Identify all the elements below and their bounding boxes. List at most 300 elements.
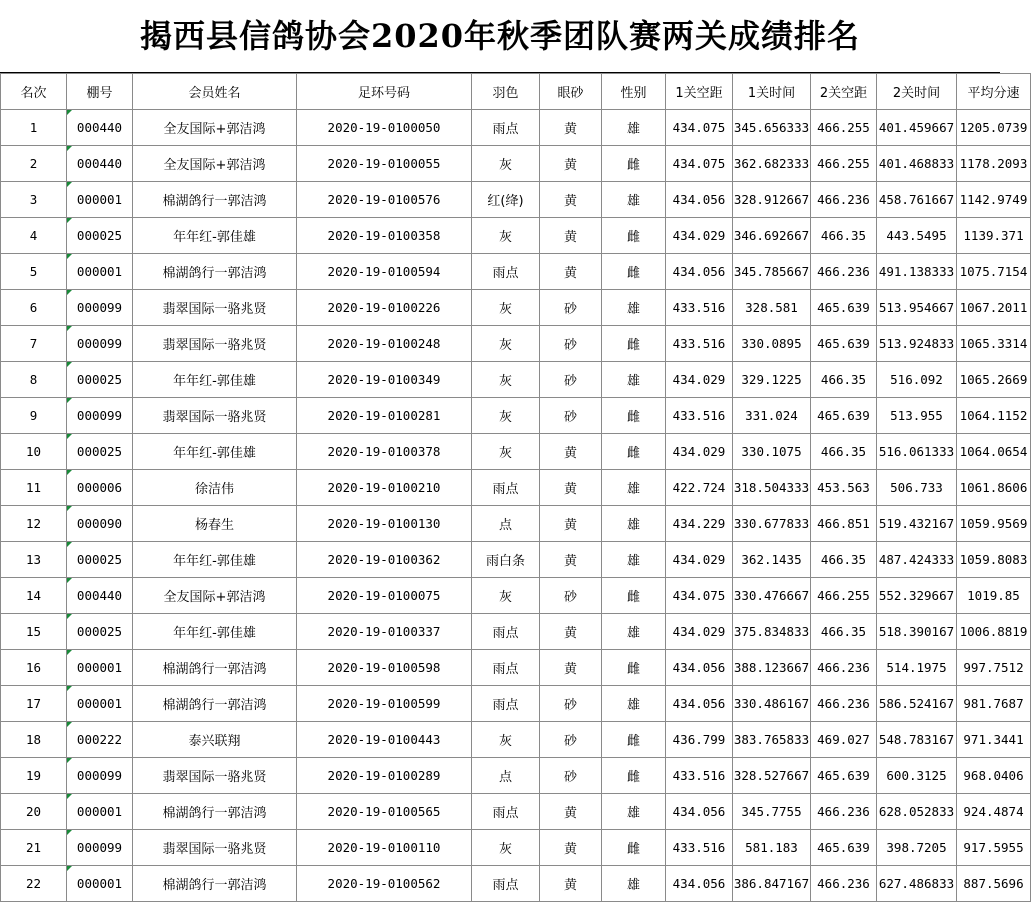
table-row: [1, 110, 1031, 146]
feather-color-cell[interactable]: 雨点: [472, 794, 540, 830]
sex-cell[interactable]: 雄: [602, 506, 666, 542]
avg-speed-cell[interactable]: 971.3441: [957, 722, 1031, 758]
header-leg2-time[interactable]: 2关时间: [877, 74, 957, 110]
sex-cell[interactable]: 雌: [602, 146, 666, 182]
leg1-time-cell[interactable]: 345.785667: [733, 254, 811, 290]
leg2-time-cell[interactable]: 398.7205: [877, 830, 957, 866]
feather-color-cell[interactable]: 灰: [472, 290, 540, 326]
ring-no-cell[interactable]: 2020-19-0100358: [297, 218, 472, 254]
loft-no-cell[interactable]: 000025: [67, 218, 133, 254]
ring-no-cell[interactable]: 2020-19-0100210: [297, 470, 472, 506]
rank-cell[interactable]: 15: [1, 614, 67, 650]
leg1-time-cell[interactable]: 362.682333: [733, 146, 811, 182]
leg2-distance-cell[interactable]: 466.35: [811, 434, 877, 470]
table-row: [1, 506, 1031, 542]
leg2-distance-cell[interactable]: 466.851: [811, 506, 877, 542]
table-row: [1, 290, 1031, 326]
rank-cell[interactable]: 10: [1, 434, 67, 470]
member-name-cell[interactable]: 翡翠国际一骆兆贤: [133, 758, 297, 794]
leg1-distance-cell[interactable]: 433.516: [666, 830, 733, 866]
feather-color-cell[interactable]: 红(绛): [472, 182, 540, 218]
leg1-distance-cell[interactable]: 434.056: [666, 254, 733, 290]
ring-no-cell[interactable]: 2020-19-0100055: [297, 146, 472, 182]
eye-sand-cell[interactable]: 黄: [540, 254, 602, 290]
avg-speed-cell[interactable]: 1065.2669: [957, 362, 1031, 398]
leg2-distance-cell[interactable]: 466.236: [811, 650, 877, 686]
leg1-time-cell[interactable]: 330.476667: [733, 578, 811, 614]
ring-no-cell[interactable]: 2020-19-0100226: [297, 290, 472, 326]
loft-no-cell[interactable]: 000025: [67, 434, 133, 470]
leg1-distance-cell[interactable]: 434.029: [666, 362, 733, 398]
ring-no-cell[interactable]: 2020-19-0100598: [297, 650, 472, 686]
feather-color-cell[interactable]: 雨点: [472, 866, 540, 902]
sex-cell[interactable]: 雄: [602, 182, 666, 218]
sex-cell[interactable]: 雄: [602, 686, 666, 722]
header-leg1-distance[interactable]: 1关空距: [666, 74, 733, 110]
leg1-time-cell[interactable]: 329.1225: [733, 362, 811, 398]
leg1-time-cell[interactable]: 328.527667: [733, 758, 811, 794]
leg2-time-cell[interactable]: 628.052833: [877, 794, 957, 830]
leg1-time-cell[interactable]: 388.123667: [733, 650, 811, 686]
eye-sand-cell[interactable]: 黄: [540, 830, 602, 866]
leg1-time-cell[interactable]: 318.504333: [733, 470, 811, 506]
rank-cell[interactable]: 9: [1, 398, 67, 434]
table-row: [1, 326, 1031, 362]
eye-sand-cell[interactable]: 砂: [540, 686, 602, 722]
eye-sand-cell[interactable]: 砂: [540, 398, 602, 434]
leg1-distance-cell[interactable]: 433.516: [666, 290, 733, 326]
leg2-distance-cell[interactable]: 466.236: [811, 182, 877, 218]
avg-speed-cell[interactable]: 1075.7154: [957, 254, 1031, 290]
rank-cell[interactable]: 1: [1, 110, 67, 146]
ring-no-cell[interactable]: 2020-19-0100378: [297, 434, 472, 470]
loft-no-cell[interactable]: 000099: [67, 326, 133, 362]
leg1-distance-cell[interactable]: 434.056: [666, 650, 733, 686]
table-row: [1, 146, 1031, 182]
feather-color-cell[interactable]: 灰: [472, 398, 540, 434]
member-name-cell[interactable]: 年年红-郭佳雄: [133, 434, 297, 470]
leg2-time-cell[interactable]: 513.954667: [877, 290, 957, 326]
leg2-distance-cell[interactable]: 465.639: [811, 290, 877, 326]
rank-cell[interactable]: 6: [1, 290, 67, 326]
leg1-time-cell[interactable]: 345.656333: [733, 110, 811, 146]
avg-speed-cell[interactable]: 1006.8819: [957, 614, 1031, 650]
avg-speed-cell[interactable]: 924.4874: [957, 794, 1031, 830]
header-avg-speed[interactable]: 平均分速: [957, 74, 1031, 110]
member-name-cell[interactable]: 全友国际+郭洁鸿: [133, 578, 297, 614]
eye-sand-cell[interactable]: 砂: [540, 758, 602, 794]
leg1-distance-cell[interactable]: 434.075: [666, 578, 733, 614]
sex-cell[interactable]: 雌: [602, 578, 666, 614]
feather-color-cell[interactable]: 雨点: [472, 686, 540, 722]
table-row: [1, 470, 1031, 506]
leg2-time-cell[interactable]: 627.486833: [877, 866, 957, 902]
member-name-cell[interactable]: 棉湖鸽行一郭洁鸿: [133, 866, 297, 902]
member-name-cell[interactable]: 翡翠国际一骆兆贤: [133, 290, 297, 326]
leg1-distance-cell[interactable]: 434.056: [666, 794, 733, 830]
feather-color-cell[interactable]: 雨点: [472, 110, 540, 146]
loft-no-cell[interactable]: 000001: [67, 686, 133, 722]
leg1-distance-cell[interactable]: 433.516: [666, 398, 733, 434]
leg2-time-cell[interactable]: 491.138333: [877, 254, 957, 290]
feather-color-cell[interactable]: 灰: [472, 362, 540, 398]
leg1-time-cell[interactable]: 328.581: [733, 290, 811, 326]
leg2-time-cell[interactable]: 401.459667: [877, 110, 957, 146]
loft-no-cell[interactable]: 000001: [67, 182, 133, 218]
eye-sand-cell[interactable]: 砂: [540, 578, 602, 614]
leg2-distance-cell[interactable]: 466.35: [811, 542, 877, 578]
avg-speed-cell[interactable]: 1061.8606: [957, 470, 1031, 506]
leg2-distance-cell[interactable]: 465.639: [811, 758, 877, 794]
leg2-distance-cell[interactable]: 466.35: [811, 218, 877, 254]
leg2-distance-cell[interactable]: 465.639: [811, 398, 877, 434]
leg1-distance-cell[interactable]: 434.029: [666, 542, 733, 578]
leg2-time-cell[interactable]: 552.329667: [877, 578, 957, 614]
sex-cell[interactable]: 雌: [602, 218, 666, 254]
member-name-cell[interactable]: 年年红-郭佳雄: [133, 542, 297, 578]
rank-cell[interactable]: 3: [1, 182, 67, 218]
header-leg2-distance[interactable]: 2关空距: [811, 74, 877, 110]
rank-cell[interactable]: 14: [1, 578, 67, 614]
leg2-distance-cell[interactable]: 466.255: [811, 110, 877, 146]
loft-no-cell[interactable]: 000001: [67, 866, 133, 902]
page-title: 揭西县信鸽协会2020年秋季团队赛两关成绩排名: [0, 0, 1000, 73]
leg2-time-cell[interactable]: 458.761667: [877, 182, 957, 218]
loft-no-cell[interactable]: 000099: [67, 758, 133, 794]
leg2-time-cell[interactable]: 443.5495: [877, 218, 957, 254]
avg-speed-cell[interactable]: 1142.9749: [957, 182, 1031, 218]
table-row: [1, 254, 1031, 290]
leg1-distance-cell[interactable]: 433.516: [666, 326, 733, 362]
leg1-time-cell[interactable]: 328.912667: [733, 182, 811, 218]
ring-no-cell[interactable]: 2020-19-0100562: [297, 866, 472, 902]
ring-no-cell[interactable]: 2020-19-0100075: [297, 578, 472, 614]
rank-cell[interactable]: 20: [1, 794, 67, 830]
member-name-cell[interactable]: 棉湖鸽行一郭洁鸿: [133, 182, 297, 218]
eye-sand-cell[interactable]: 黄: [540, 506, 602, 542]
table-row: [1, 614, 1031, 650]
feather-color-cell[interactable]: 灰: [472, 578, 540, 614]
feather-color-cell[interactable]: 雨点: [472, 254, 540, 290]
avg-speed-cell[interactable]: 1019.85: [957, 578, 1031, 614]
avg-speed-cell[interactable]: 1065.3314: [957, 326, 1031, 362]
table-row: [1, 722, 1031, 758]
loft-no-cell[interactable]: 000440: [67, 146, 133, 182]
leg2-time-cell[interactable]: 600.3125: [877, 758, 957, 794]
leg2-time-cell[interactable]: 516.061333: [877, 434, 957, 470]
feather-color-cell[interactable]: 灰: [472, 218, 540, 254]
ring-no-cell[interactable]: 2020-19-0100248: [297, 326, 472, 362]
sex-cell[interactable]: 雌: [602, 254, 666, 290]
member-name-cell[interactable]: 杨春生: [133, 506, 297, 542]
loft-no-cell[interactable]: 000025: [67, 614, 133, 650]
loft-no-cell[interactable]: 000440: [67, 578, 133, 614]
leg2-time-cell[interactable]: 401.468833: [877, 146, 957, 182]
table-row: [1, 758, 1031, 794]
rank-cell[interactable]: 12: [1, 506, 67, 542]
member-name-cell[interactable]: 徐洁伟: [133, 470, 297, 506]
leg2-time-cell[interactable]: 514.1975: [877, 650, 957, 686]
sex-cell[interactable]: 雄: [602, 794, 666, 830]
sex-cell[interactable]: 雄: [602, 290, 666, 326]
leg1-time-cell[interactable]: 330.0895: [733, 326, 811, 362]
member-name-cell[interactable]: 翡翠国际一骆兆贤: [133, 830, 297, 866]
leg2-distance-cell[interactable]: 466.236: [811, 686, 877, 722]
results-table: [0, 73, 1031, 902]
leg1-distance-cell[interactable]: 434.056: [666, 686, 733, 722]
leg1-time-cell[interactable]: 330.677833: [733, 506, 811, 542]
leg2-time-cell[interactable]: 513.924833: [877, 326, 957, 362]
feather-color-cell[interactable]: 点: [472, 506, 540, 542]
sex-cell[interactable]: 雄: [602, 542, 666, 578]
rank-cell[interactable]: 8: [1, 362, 67, 398]
member-name-cell[interactable]: 翡翠国际一骆兆贤: [133, 398, 297, 434]
leg2-distance-cell[interactable]: 469.027: [811, 722, 877, 758]
table-row: [1, 182, 1031, 218]
leg1-time-cell[interactable]: 375.834833: [733, 614, 811, 650]
leg1-distance-cell[interactable]: 434.056: [666, 866, 733, 902]
leg1-distance-cell[interactable]: 434.029: [666, 614, 733, 650]
ring-no-cell[interactable]: 2020-19-0100565: [297, 794, 472, 830]
rank-cell[interactable]: 21: [1, 830, 67, 866]
eye-sand-cell[interactable]: 砂: [540, 362, 602, 398]
leg1-distance-cell[interactable]: 436.799: [666, 722, 733, 758]
feather-color-cell[interactable]: 灰: [472, 146, 540, 182]
feather-color-cell[interactable]: 灰: [472, 434, 540, 470]
loft-no-cell[interactable]: 000001: [67, 650, 133, 686]
table-row: [1, 434, 1031, 470]
leg1-distance-cell[interactable]: 422.724: [666, 470, 733, 506]
header-leg1-time[interactable]: 1关时间: [733, 74, 811, 110]
ring-no-cell[interactable]: 2020-19-0100349: [297, 362, 472, 398]
sex-cell[interactable]: 雌: [602, 434, 666, 470]
rank-cell[interactable]: 18: [1, 722, 67, 758]
feather-color-cell[interactable]: 雨点: [472, 614, 540, 650]
leg1-time-cell[interactable]: 386.847167: [733, 866, 811, 902]
eye-sand-cell[interactable]: 砂: [540, 326, 602, 362]
avg-speed-cell[interactable]: 887.5696: [957, 866, 1031, 902]
rank-cell[interactable]: 19: [1, 758, 67, 794]
leg2-distance-cell[interactable]: 453.563: [811, 470, 877, 506]
ring-no-cell[interactable]: 2020-19-0100599: [297, 686, 472, 722]
loft-no-cell[interactable]: 000025: [67, 362, 133, 398]
table-row: [1, 866, 1031, 902]
loft-no-cell[interactable]: 000090: [67, 506, 133, 542]
table-row: [1, 650, 1031, 686]
feather-color-cell[interactable]: 雨点: [472, 650, 540, 686]
loft-no-cell[interactable]: 000099: [67, 290, 133, 326]
leg1-time-cell[interactable]: 346.692667: [733, 218, 811, 254]
eye-sand-cell[interactable]: 黄: [540, 866, 602, 902]
member-name-cell[interactable]: 棉湖鸽行一郭洁鸿: [133, 254, 297, 290]
header-feather-color[interactable]: 羽色: [472, 74, 540, 110]
eye-sand-cell[interactable]: 黄: [540, 470, 602, 506]
member-name-cell[interactable]: 棉湖鸽行一郭洁鸿: [133, 650, 297, 686]
ring-no-cell[interactable]: 2020-19-0100594: [297, 254, 472, 290]
leg1-distance-cell[interactable]: 434.056: [666, 182, 733, 218]
ring-no-cell[interactable]: 2020-19-0100362: [297, 542, 472, 578]
header-member-name[interactable]: 会员姓名: [133, 74, 297, 110]
leg1-distance-cell[interactable]: 433.516: [666, 758, 733, 794]
avg-speed-cell[interactable]: 917.5955: [957, 830, 1031, 866]
avg-speed-cell[interactable]: 1064.1152: [957, 398, 1031, 434]
leg2-distance-cell[interactable]: 466.255: [811, 578, 877, 614]
member-name-cell[interactable]: 年年红-郭佳雄: [133, 614, 297, 650]
eye-sand-cell[interactable]: 黄: [540, 218, 602, 254]
leg2-time-cell[interactable]: 506.733: [877, 470, 957, 506]
sex-cell[interactable]: 雌: [602, 326, 666, 362]
table-row: [1, 686, 1031, 722]
loft-no-cell[interactable]: 000440: [67, 110, 133, 146]
avg-speed-cell[interactable]: 1059.9569: [957, 506, 1031, 542]
rank-cell[interactable]: 17: [1, 686, 67, 722]
eye-sand-cell[interactable]: 黄: [540, 542, 602, 578]
loft-no-cell[interactable]: 000222: [67, 722, 133, 758]
ring-no-cell[interactable]: 2020-19-0100130: [297, 506, 472, 542]
feather-color-cell[interactable]: 灰: [472, 830, 540, 866]
member-name-cell[interactable]: 翡翠国际一骆兆贤: [133, 326, 297, 362]
leg2-time-cell[interactable]: 487.424333: [877, 542, 957, 578]
leg1-time-cell[interactable]: 330.1075: [733, 434, 811, 470]
leg1-time-cell[interactable]: 581.183: [733, 830, 811, 866]
avg-speed-cell[interactable]: 968.0406: [957, 758, 1031, 794]
header-row: [1, 74, 1031, 110]
feather-color-cell[interactable]: 点: [472, 758, 540, 794]
feather-color-cell[interactable]: 灰: [472, 326, 540, 362]
sex-cell[interactable]: 雄: [602, 110, 666, 146]
rank-cell[interactable]: 16: [1, 650, 67, 686]
header-sex[interactable]: 性别: [602, 74, 666, 110]
leg2-distance-cell[interactable]: 466.255: [811, 146, 877, 182]
sex-cell[interactable]: 雄: [602, 470, 666, 506]
leg1-time-cell[interactable]: 362.1435: [733, 542, 811, 578]
rank-cell[interactable]: 7: [1, 326, 67, 362]
sex-cell[interactable]: 雄: [602, 614, 666, 650]
leg1-time-cell[interactable]: 345.7755: [733, 794, 811, 830]
eye-sand-cell[interactable]: 黄: [540, 434, 602, 470]
feather-color-cell[interactable]: 灰: [472, 722, 540, 758]
header-rank[interactable]: 名次: [1, 74, 67, 110]
sex-cell[interactable]: 雌: [602, 830, 666, 866]
leg1-distance-cell[interactable]: 434.229: [666, 506, 733, 542]
header-eye-sand[interactable]: 眼砂: [540, 74, 602, 110]
leg1-distance-cell[interactable]: 434.075: [666, 146, 733, 182]
ring-no-cell[interactable]: 2020-19-0100281: [297, 398, 472, 434]
sex-cell[interactable]: 雌: [602, 650, 666, 686]
eye-sand-cell[interactable]: 黄: [540, 614, 602, 650]
ring-no-cell[interactable]: 2020-19-0100337: [297, 614, 472, 650]
member-name-cell[interactable]: 棉湖鸽行一郭洁鸿: [133, 686, 297, 722]
leg1-time-cell[interactable]: 383.765833: [733, 722, 811, 758]
table-row: [1, 830, 1031, 866]
member-name-cell[interactable]: 棉湖鸽行一郭洁鸿: [133, 794, 297, 830]
rank-cell[interactable]: 22: [1, 866, 67, 902]
eye-sand-cell[interactable]: 黄: [540, 146, 602, 182]
sex-cell[interactable]: 雄: [602, 362, 666, 398]
table-row: [1, 362, 1031, 398]
avg-speed-cell[interactable]: 1178.2093: [957, 146, 1031, 182]
table-row: [1, 794, 1031, 830]
sex-cell[interactable]: 雌: [602, 398, 666, 434]
rank-cell[interactable]: 5: [1, 254, 67, 290]
eye-sand-cell[interactable]: 砂: [540, 290, 602, 326]
table-row: [1, 218, 1031, 254]
ring-no-cell[interactable]: 2020-19-0100443: [297, 722, 472, 758]
loft-no-cell[interactable]: 000001: [67, 254, 133, 290]
loft-no-cell[interactable]: 000006: [67, 470, 133, 506]
leg2-distance-cell[interactable]: 466.236: [811, 254, 877, 290]
ring-no-cell[interactable]: 2020-19-0100050: [297, 110, 472, 146]
table-row: [1, 578, 1031, 614]
eye-sand-cell[interactable]: 黄: [540, 794, 602, 830]
leg2-distance-cell[interactable]: 465.639: [811, 830, 877, 866]
sex-cell[interactable]: 雌: [602, 722, 666, 758]
leg2-time-cell[interactable]: 516.092: [877, 362, 957, 398]
leg1-time-cell[interactable]: 330.486167: [733, 686, 811, 722]
sex-cell[interactable]: 雌: [602, 758, 666, 794]
eye-sand-cell[interactable]: 砂: [540, 722, 602, 758]
header-loft-no[interactable]: 棚号: [67, 74, 133, 110]
leg2-time-cell[interactable]: 518.390167: [877, 614, 957, 650]
avg-speed-cell[interactable]: 1064.0654: [957, 434, 1031, 470]
leg1-time-cell[interactable]: 331.024: [733, 398, 811, 434]
eye-sand-cell[interactable]: 黄: [540, 182, 602, 218]
leg2-time-cell[interactable]: 519.432167: [877, 506, 957, 542]
rank-cell[interactable]: 2: [1, 146, 67, 182]
ring-no-cell[interactable]: 2020-19-0100110: [297, 830, 472, 866]
rank-cell[interactable]: 13: [1, 542, 67, 578]
member-name-cell[interactable]: 全友国际+郭洁鸿: [133, 110, 297, 146]
leg1-distance-cell[interactable]: 434.029: [666, 434, 733, 470]
ring-no-cell[interactable]: 2020-19-0100576: [297, 182, 472, 218]
loft-no-cell[interactable]: 000025: [67, 542, 133, 578]
avg-speed-cell[interactable]: 1205.0739: [957, 110, 1031, 146]
rank-cell[interactable]: 11: [1, 470, 67, 506]
leg2-distance-cell[interactable]: 466.35: [811, 362, 877, 398]
member-name-cell[interactable]: 泰兴联翔: [133, 722, 297, 758]
table-row: [1, 542, 1031, 578]
leg1-distance-cell[interactable]: 434.029: [666, 218, 733, 254]
loft-no-cell[interactable]: 000001: [67, 794, 133, 830]
leg2-distance-cell[interactable]: 466.35: [811, 614, 877, 650]
avg-speed-cell[interactable]: 981.7687: [957, 686, 1031, 722]
member-name-cell[interactable]: 年年红-郭佳雄: [133, 362, 297, 398]
header-ring-no[interactable]: 足环号码: [297, 74, 472, 110]
leg2-distance-cell[interactable]: 466.236: [811, 794, 877, 830]
leg2-time-cell[interactable]: 548.783167: [877, 722, 957, 758]
leg2-distance-cell[interactable]: 465.639: [811, 326, 877, 362]
ring-no-cell[interactable]: 2020-19-0100289: [297, 758, 472, 794]
leg2-time-cell[interactable]: 586.524167: [877, 686, 957, 722]
leg2-distance-cell[interactable]: 466.236: [811, 866, 877, 902]
leg1-distance-cell[interactable]: 434.075: [666, 110, 733, 146]
feather-color-cell[interactable]: 雨点: [472, 470, 540, 506]
leg2-time-cell[interactable]: 513.955: [877, 398, 957, 434]
avg-speed-cell[interactable]: 997.7512: [957, 650, 1031, 686]
sex-cell[interactable]: 雄: [602, 866, 666, 902]
avg-speed-cell[interactable]: 1067.2011: [957, 290, 1031, 326]
avg-speed-cell[interactable]: 1139.371: [957, 218, 1031, 254]
feather-color-cell[interactable]: 雨白条: [472, 542, 540, 578]
avg-speed-cell[interactable]: 1059.8083: [957, 542, 1031, 578]
member-name-cell[interactable]: 全友国际+郭洁鸿: [133, 146, 297, 182]
eye-sand-cell[interactable]: 黄: [540, 110, 602, 146]
rank-cell[interactable]: 4: [1, 218, 67, 254]
loft-no-cell[interactable]: 000099: [67, 830, 133, 866]
member-name-cell[interactable]: 年年红-郭佳雄: [133, 218, 297, 254]
loft-no-cell[interactable]: 000099: [67, 398, 133, 434]
eye-sand-cell[interactable]: 黄: [540, 650, 602, 686]
